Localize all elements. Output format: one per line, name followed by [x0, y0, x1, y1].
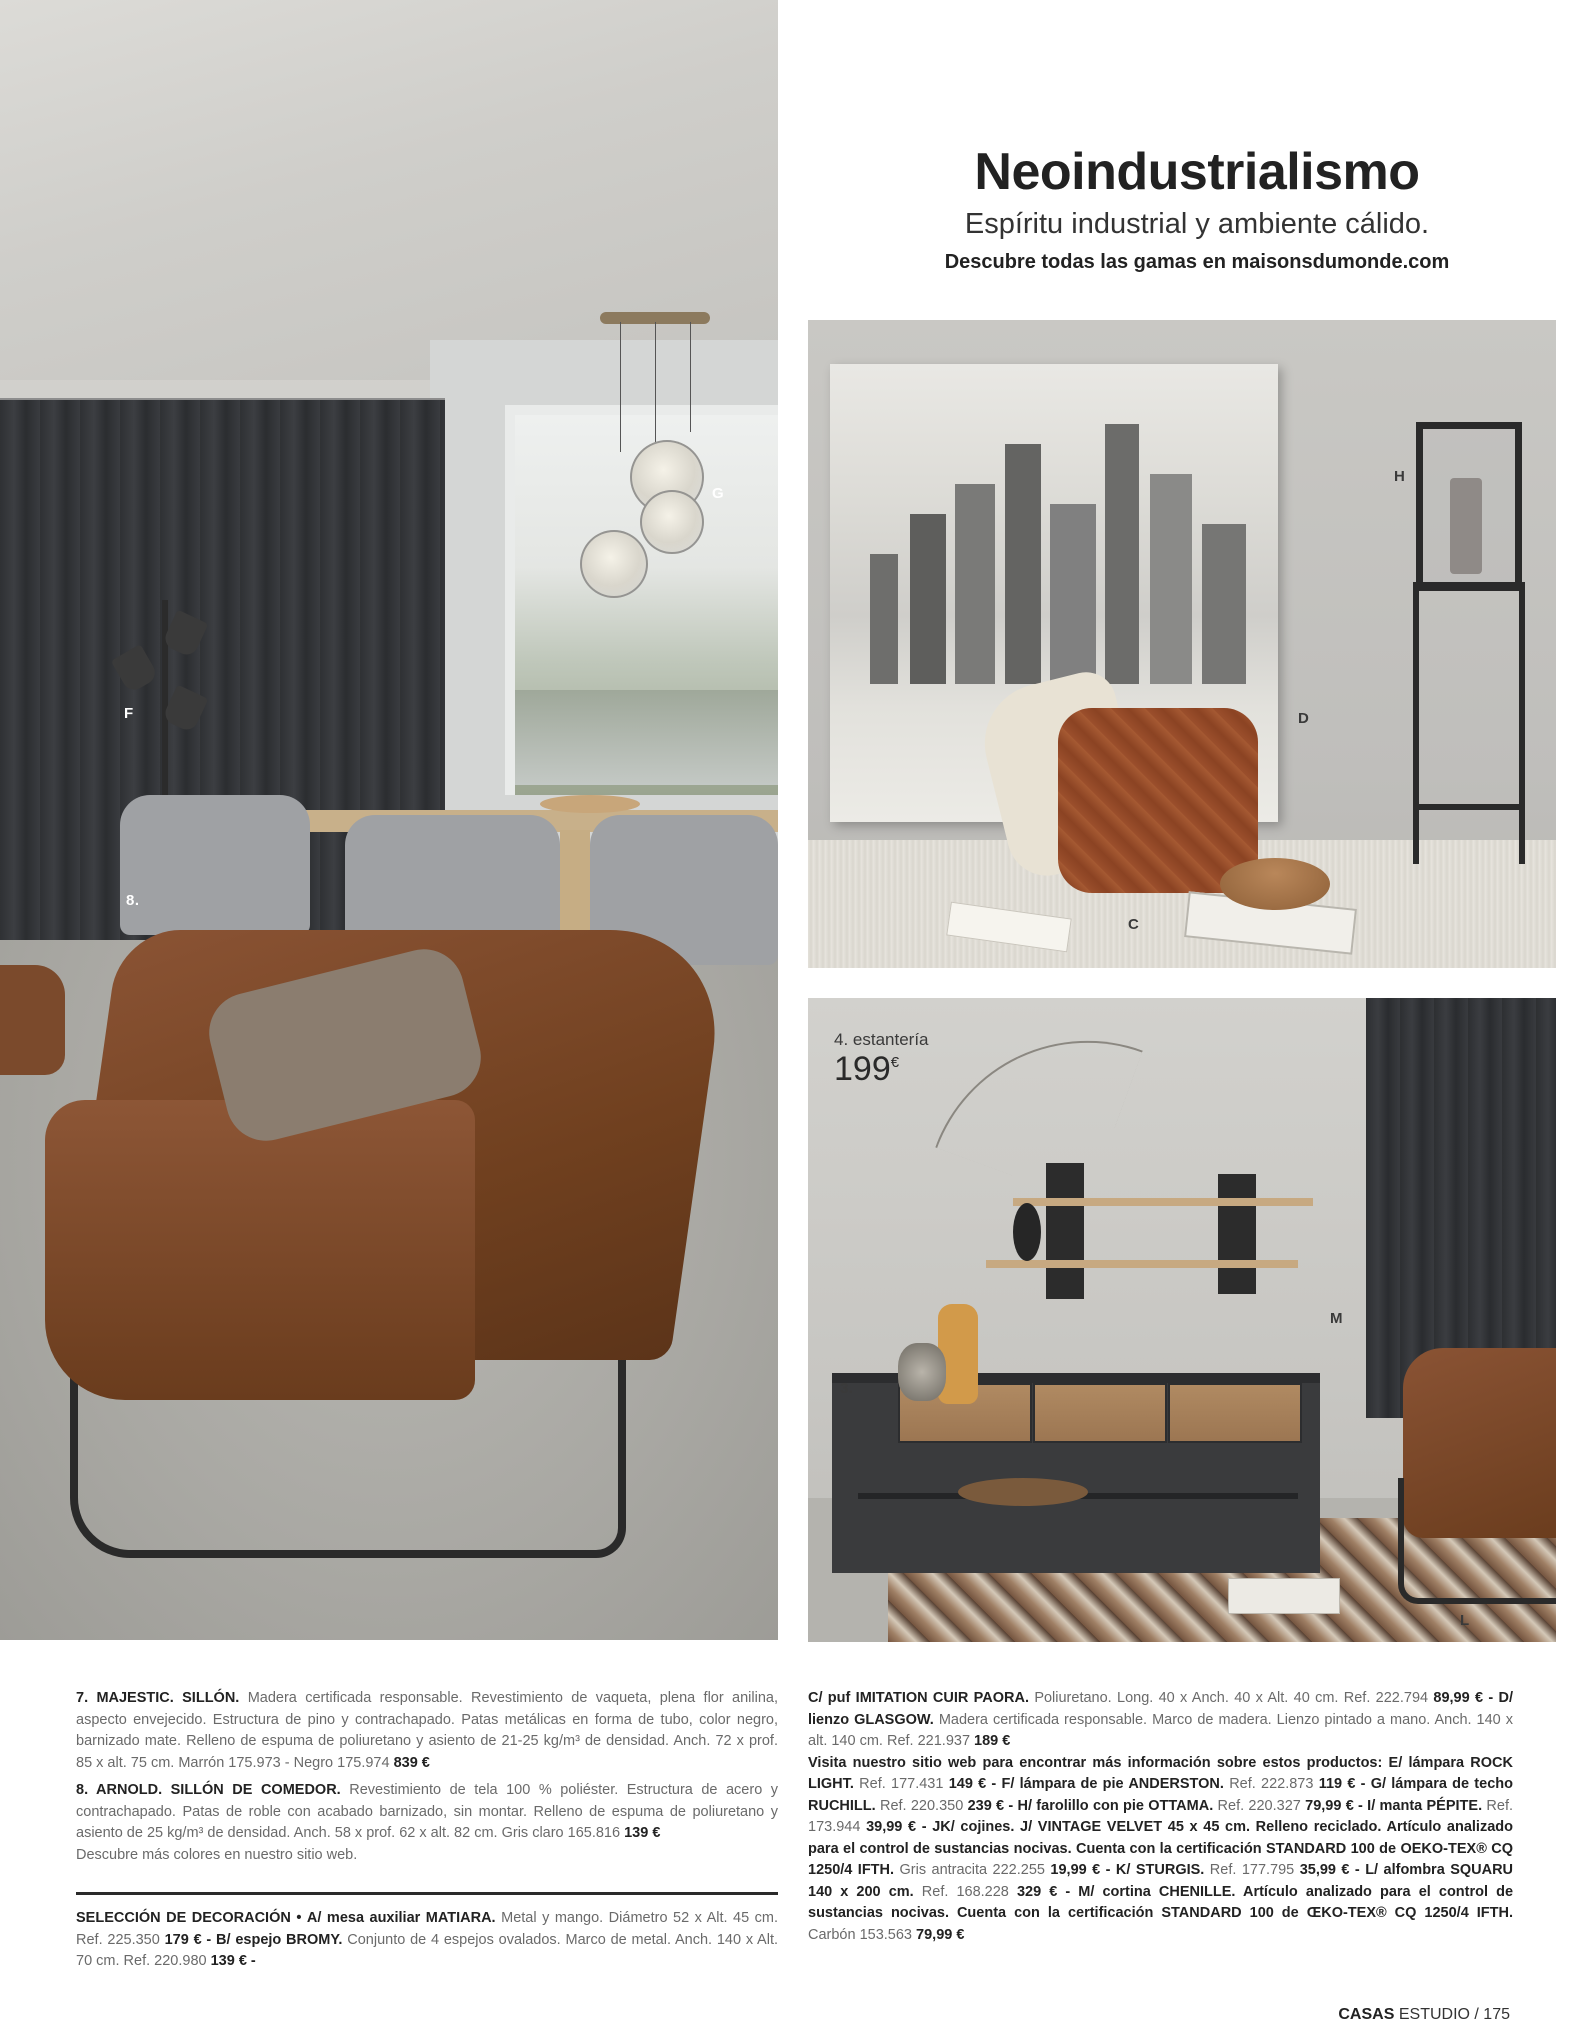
item-j-price: 19,99 € - K/ STURGIS.	[1050, 1862, 1205, 1878]
leather-chair-partial	[0, 965, 65, 1075]
item-k-price: 35,99 € - L/ alfombra SQUARU 140 x 200 cm.	[808, 1862, 1514, 1900]
product-number-3: 3.	[840, 1380, 854, 1397]
pendant-globe	[640, 490, 704, 554]
page-subtitle: Espíritu industrial y ambiente cálido.	[964, 208, 1430, 240]
deco-a-name: A/ mesa auxiliar MATIARA.	[306, 1910, 496, 1926]
wall-shelf	[986, 1260, 1298, 1268]
shelf-bracket	[1218, 1174, 1256, 1294]
items-c-d	[808, 1688, 1513, 1753]
item-k-ref: Ref. 177.795	[1209, 1862, 1295, 1878]
skyline-building	[1105, 424, 1139, 684]
item-l-ref: Ref. 168.228	[921, 1883, 1009, 1900]
item-g-price: 239 € - H/ farolillo con pie OTTAMA.	[967, 1797, 1214, 1814]
item-8-title: 8. ARNOLD. SILLÓN DE COMEDOR.	[76, 1782, 341, 1798]
skyline-building	[1202, 524, 1246, 684]
price-value: 199	[834, 1050, 891, 1088]
lantern-stand	[1413, 582, 1525, 864]
sideboard-drawer	[1168, 1383, 1302, 1443]
product-letter-m: M	[1330, 1310, 1343, 1327]
dining-chair	[120, 795, 310, 935]
glass-jar	[898, 1343, 946, 1401]
item-e-ref: Ref. 177.431	[859, 1776, 944, 1792]
leather-pouf	[1058, 708, 1258, 893]
item-7-description	[76, 1688, 778, 1774]
wooden-bowl	[1220, 858, 1330, 910]
amber-vase	[938, 1304, 978, 1404]
skyline-building	[870, 554, 898, 684]
skyline-building	[1150, 474, 1192, 684]
item-m-ref: Carbón 153.563	[808, 1926, 912, 1943]
candle	[1450, 478, 1482, 574]
item-h-price: 79,99 € - I/ manta PÉPITE.	[1305, 1797, 1483, 1814]
canvas-pouf-photo	[808, 320, 1556, 968]
product-letter-g: G	[712, 485, 725, 502]
decoration-selection	[76, 1908, 778, 1973]
skyline-building	[955, 484, 995, 684]
section-page-number: ESTUDIO / 175	[1398, 2006, 1510, 2023]
item-8-description	[76, 1780, 778, 1866]
item-f-price: 119 € - G/ lámpara de techo RUCHILL.	[808, 1776, 1513, 1814]
product-letter-h: H	[1394, 468, 1406, 485]
item-h-ref: Ref. 220.327	[1217, 1797, 1301, 1814]
item-i-ref: Ref. 173.944	[808, 1797, 1513, 1835]
section-divider	[76, 1892, 778, 1895]
product-description-right	[808, 1688, 1513, 1946]
item-8-price: 139 €	[624, 1825, 661, 1841]
pendant-cable	[690, 322, 691, 432]
leather-armchair-seat	[45, 1100, 475, 1400]
books	[1228, 1578, 1340, 1614]
living-room-photo	[0, 0, 778, 1640]
deco-b-details: Conjunto de 4 espejos ovalados. Marco de metal. Anch. 140 x Alt. 70 cm. Ref. 220.980	[76, 1931, 779, 1969]
item-f-ref: Ref. 222.873	[1229, 1776, 1314, 1792]
skyline-building	[910, 514, 946, 684]
sideboard-drawer	[1033, 1383, 1167, 1443]
item-c-details: Poliuretano. Long. 40 x Anch. 40 x Alt. 40 cm. Ref. 222.794	[1034, 1690, 1429, 1706]
product-letter-f: F	[124, 705, 134, 722]
more-colors-note: Descubre más colores en nuestro sitio web.	[76, 1846, 358, 1863]
item-8-details: Revestimiento de tela 100 % poliéster. Estructura de acero y contrachapado. Patas de roble con acabado barnizado, sin montar. Relleno de espuma de poliuretano y asiento de 25 kg/m³ de densidad. Anch. 58 x prof. 62 x alt. 82 cm. Gris claro 165.816	[76, 1782, 779, 1841]
item-7-title: 7. MAJESTIC. SILLÓN.	[76, 1690, 240, 1706]
pendant-cable	[620, 322, 621, 452]
product-letter-l: L	[1460, 1612, 1470, 1629]
item-i-price: 39,99 € - JK/ cojines. J/ VINTAGE VELVET 45 x 45 cm. Relleno reciclado. Artículo analizado para el control de sustancias nocivas. Cuenta con la certificación STANDARD 100 de OEKO-TEX® CQ 1250/4 IFTH.	[808, 1819, 1513, 1878]
item-j-ref: Gris antracita 222.255	[899, 1862, 1045, 1878]
shelf-callout-label: 4. estantería	[834, 1030, 929, 1049]
product-number-8: 8.	[126, 892, 140, 909]
deco-a-price: 179 € - B/ espejo BROMY.	[164, 1931, 343, 1948]
product-description-left	[76, 1688, 778, 1872]
item-c-price: 89,99 € - D/ lienzo GLASGOW.	[808, 1690, 1513, 1728]
item-m-price: 79,99 €	[916, 1926, 965, 1943]
skyline-building	[1005, 444, 1041, 684]
item-d-price: 189 €	[974, 1733, 1011, 1749]
website-callout: Descubre todas las gamas en maisonsdumonde.com	[944, 251, 1450, 273]
skyline-building	[1050, 504, 1096, 684]
item-e-name: E/ lámpara ROCK LIGHT.	[808, 1754, 1513, 1792]
product-letter-d: D	[1298, 710, 1310, 727]
items-e-m	[808, 1753, 1513, 1947]
product-letter-c: C	[1128, 916, 1140, 933]
magazine-name: CASAS	[1338, 2006, 1395, 2023]
item-c-name: C/ puf IMITATION CUIR PAORA.	[808, 1690, 1029, 1706]
armchair-frame	[1398, 1478, 1556, 1604]
black-vase	[1013, 1203, 1041, 1261]
lantern-stand-bar	[1413, 804, 1525, 810]
item-e-price: 149 € - F/ lámpara de pie ANDERSTON.	[948, 1776, 1224, 1792]
decoration-title: SELECCIÓN DE DECORACIÓN •	[76, 1910, 302, 1926]
wooden-platter	[958, 1478, 1088, 1506]
visit-website-title: Visita nuestro sitio web para encontrar más información sobre estos productos:	[808, 1754, 1383, 1771]
item-7-price: 839 €	[393, 1754, 430, 1771]
shelf-callout-price	[834, 1050, 899, 1089]
item-l-price: 329 € - M/ cortina CHENILLE. Artículo analizado para el control de sustancias nocivas. Cuenta con la certificación STANDARD 100 de ŒKO-TEX® CQ 1250/4 IFTH.	[808, 1883, 1514, 1921]
shelf-bracket	[1046, 1163, 1084, 1299]
item-d-details: Madera certificada responsable. Marco de madera. Lienzo pintado a mano. Anch. 140 x alt. 140 cm. Ref. 221.937	[808, 1711, 1513, 1749]
wall-shelf	[1013, 1198, 1313, 1206]
page-title: Neoindustrialismo	[974, 143, 1420, 201]
page-footer	[1180, 2006, 1510, 2024]
dry-branches	[935, 998, 1143, 1203]
price-currency: €	[890, 1054, 900, 1071]
item-7-details: Madera certificada responsable. Revestimiento de vaqueta, plena flor anilina, aspecto envejecido. Estructura de pino y contrachapado. Patas metálicas en forma de tubo, color negro, barnizado mate. Relleno de espuma de poliuretano y asiento de 21-25 kg/m³ de densidad. Anch. 72 x prof. 85 x alt. 75 cm. Marrón 175.973 - Negro 175.974	[76, 1690, 778, 1771]
shelf-sideboard-photo	[808, 998, 1556, 1642]
deco-a-details: Metal y mango. Diámetro 52 x Alt. 45 cm. Ref. 225.350	[76, 1910, 779, 1948]
item-g-ref: Ref. 220.350	[879, 1797, 964, 1814]
window-landscape	[515, 690, 778, 785]
wooden-bowl	[540, 795, 640, 813]
pendant-globe	[580, 530, 648, 598]
deco-b-price: 139 € -	[210, 1953, 256, 1969]
